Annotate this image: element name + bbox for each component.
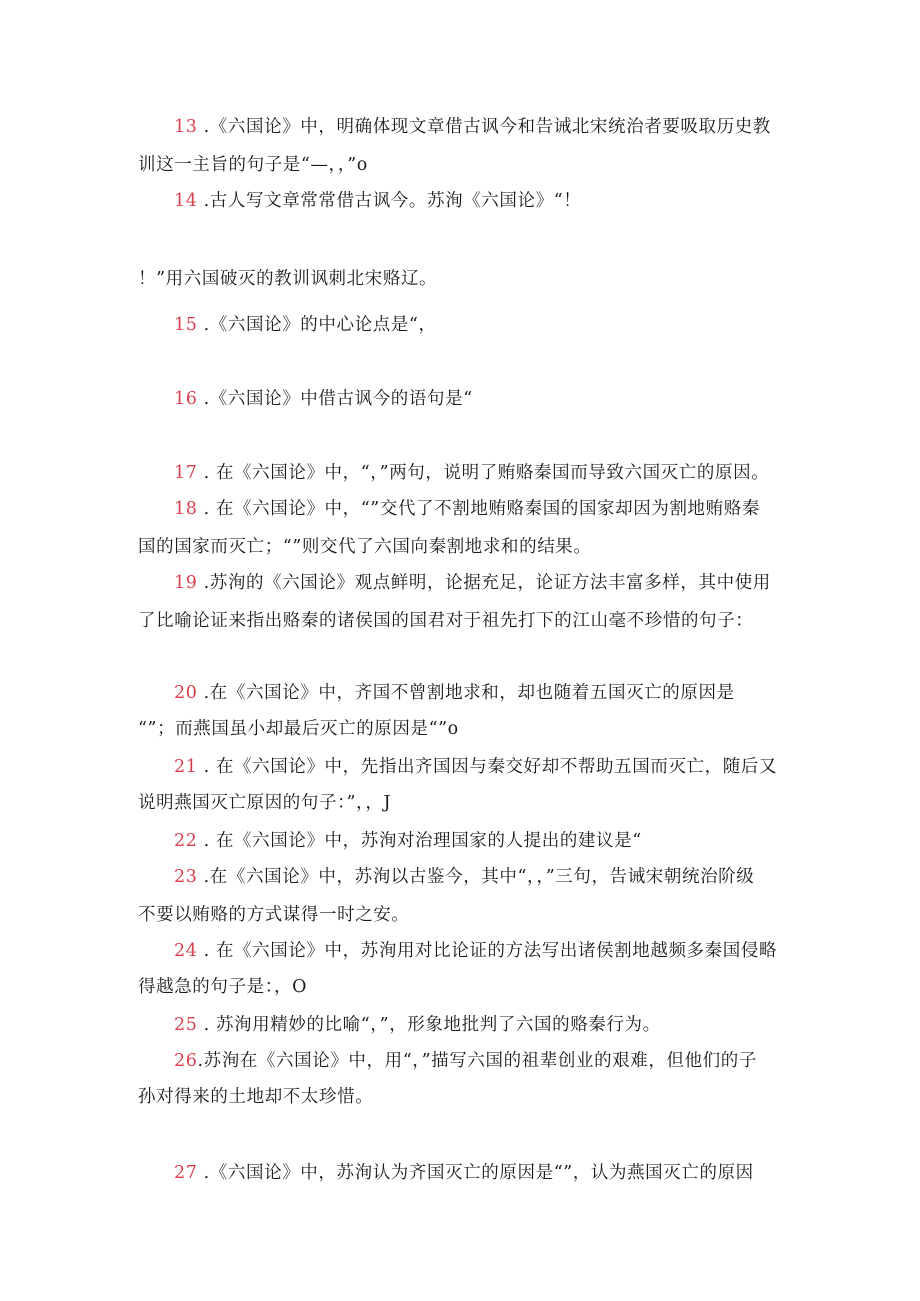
question-16-line-1	[174, 387, 473, 411]
question-number: 17	[174, 463, 198, 483]
question-number: 25	[174, 1015, 198, 1035]
question-13-line-1	[174, 115, 771, 139]
question-text: . 苏洵用精妙的比喻“，”，形象地批判了六国的赂秦行为。	[197, 1015, 661, 1035]
question-text: .《六国论》的中心论点是“，	[197, 315, 437, 335]
question-number: 20	[174, 683, 198, 703]
question-text: .古人写文章常常借古讽今。苏洵《六国论》“！	[197, 191, 582, 211]
question-19-line-2: 了比喻论证来指出赂秦的诸侯国的国君对于祖先打下的江山毫不珍惜的句子：	[138, 611, 754, 631]
question-number: 23	[174, 867, 198, 887]
question-15-line-1	[174, 313, 437, 337]
question-17-line-1	[174, 461, 769, 485]
question-26-line-1	[174, 1049, 757, 1073]
question-number: 15	[174, 315, 198, 335]
question-text: . 在《六国论》中，“，”两句，说明了贿赂秦国而导致六国灭亡的原因。	[197, 463, 770, 483]
question-13-line-2: 训这一主旨的句子是“—，，”o	[138, 155, 368, 175]
question-25-line-1	[174, 1013, 661, 1037]
question-number: 19	[174, 573, 198, 593]
question-text: . 在《六国论》中，苏洵用对比论证的方法写出诸侯割地越频多秦国侵略	[197, 941, 778, 961]
question-text: .苏洵的《六国论》观点鲜明，论据充足，论证方法丰富多样，其中使用	[197, 573, 771, 593]
question-text: .《六国论》中，苏洵认为齐国灭亡的原因是“”，认为燕国灭亡的原因	[197, 1163, 754, 1183]
question-14-line-2: ！”用六国破灭的教训讽刺北宋赂辽。	[138, 269, 438, 289]
question-number: 13	[174, 117, 198, 137]
question-text: . 在《六国论》中，“”交代了不割地贿赂秦国的国家却因为割地贿赂秦	[197, 499, 760, 519]
question-27-line-1	[174, 1161, 754, 1185]
question-22-line-1	[174, 829, 642, 853]
question-number: 26	[174, 1051, 198, 1071]
question-20-line-1	[174, 681, 735, 705]
question-text: .《六国论》中，明确体现文章借古讽今和告诫北宋统治者要吸取历史教	[197, 117, 771, 137]
question-24-line-2: 得越急的句子是：，O	[138, 977, 308, 997]
question-text: .在《六国论》中，齐国不曾割地求和，却也随着五国灭亡的原因是	[197, 683, 735, 703]
question-text: . 在《六国论》中，苏洵对治理国家的人提出的建议是“	[197, 831, 642, 851]
question-18-line-1	[174, 497, 760, 521]
question-number: 24	[174, 941, 198, 961]
question-number: 27	[174, 1163, 198, 1183]
question-text: .在《六国论》中，苏洵以古鉴今，其中“，，”三句，告诫宋朝统治阶级	[197, 867, 755, 887]
question-26-line-2: 孙对得来的土地却不太珍惜。	[138, 1087, 374, 1107]
question-number: 21	[174, 757, 198, 777]
question-23-line-2: 不要以贿赂的方式谋得一时之安。	[138, 905, 410, 925]
question-21-line-1	[174, 755, 777, 779]
question-number: 18	[174, 499, 198, 519]
question-text: . 在《六国论》中，先指出齐国因与秦交好却不帮助五国而灭亡，随后又	[197, 757, 778, 777]
question-number: 16	[174, 389, 198, 409]
question-24-line-1	[174, 939, 777, 963]
question-21-line-2: 说明燕国灭亡原因的句子：”，，J	[138, 793, 392, 813]
question-text: .《六国论》中借古讽今的语句是“	[197, 389, 473, 409]
question-19-line-1	[174, 571, 771, 595]
question-text: .苏洵在《六国论》中，用“，”描写六国的祖辈创业的艰难，但他们的子	[197, 1051, 757, 1071]
question-number: 22	[174, 831, 198, 851]
question-18-line-2: 国的国家而灭亡；“”则交代了六国向秦割地求和的结果。	[138, 537, 592, 557]
question-number: 14	[174, 191, 198, 211]
question-23-line-1	[174, 865, 754, 889]
question-20-line-2: “”；而燕国虽小却最后灭亡的原因是“”o	[138, 719, 459, 739]
question-14-line-1	[174, 189, 581, 213]
